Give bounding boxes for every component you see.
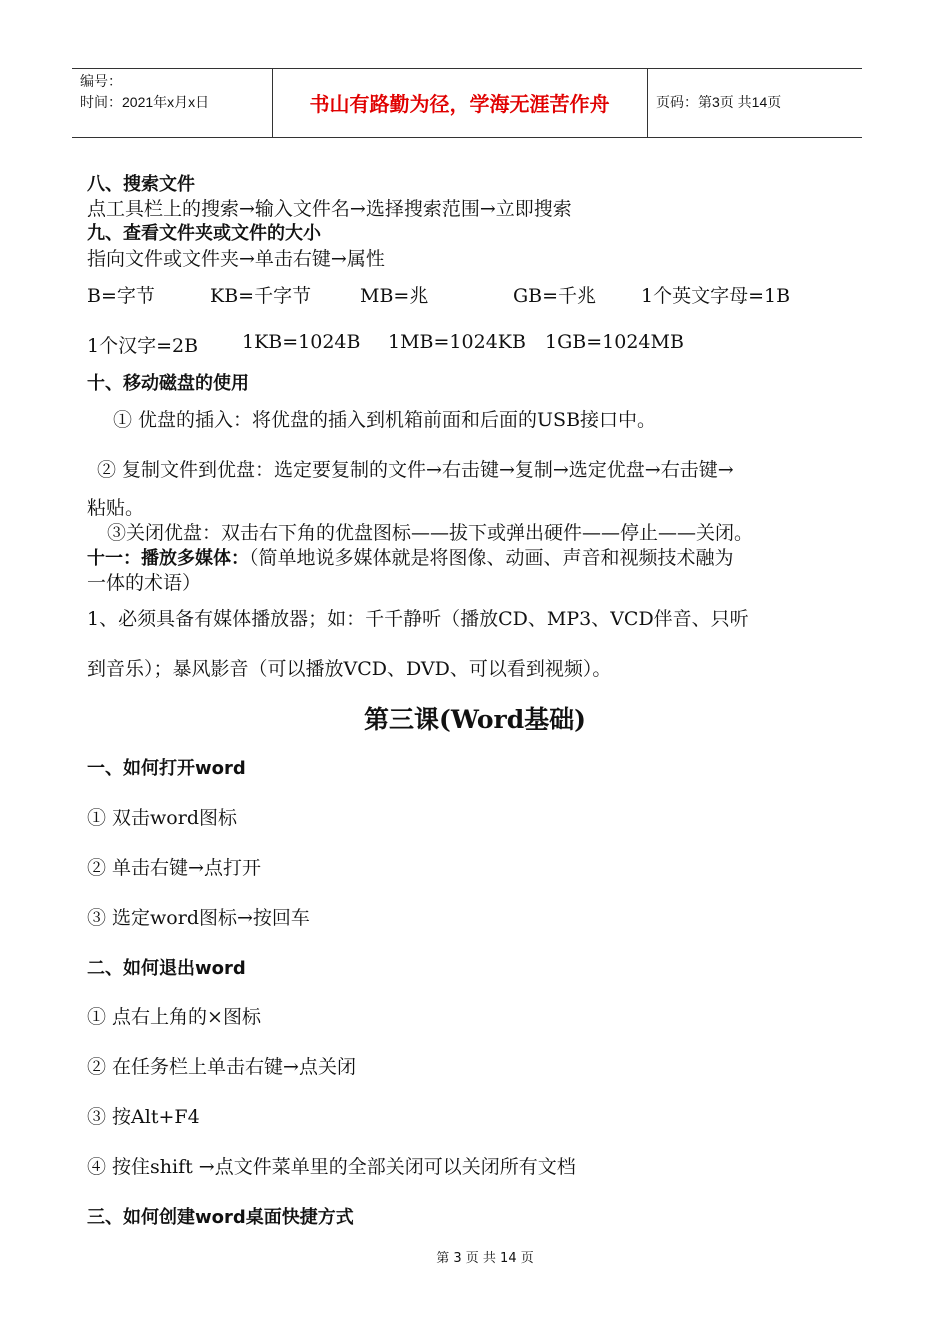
unit-letter: 1个英文字母=1B [641, 285, 791, 307]
section-11-line [87, 543, 734, 570]
q2-item-1: ① 点右上角的×图标 [87, 1006, 261, 1028]
unit-hanzi: 1个汉字=2B [87, 335, 199, 357]
q1-item-1: ① 双击word图标 [87, 807, 237, 829]
section-10-item-2-cont: 粘贴。 [87, 497, 145, 519]
section-10-item-1: ① 优盘的插入：将优盘的插入到机箱前面和后面的USB接口中。 [113, 409, 657, 431]
lesson-title: 第三课(Word基础) [363, 705, 587, 734]
header-divider [647, 69, 648, 137]
section-11-desc: （简单地说多媒体就是将图像、动画、声音和视频技术融为 [249, 547, 734, 569]
unit-mb: MB=兆 [360, 285, 429, 307]
page-header [72, 68, 862, 138]
q1-item-2: ② 单击右键→点打开 [87, 857, 261, 879]
section-9-title: 九、查看文件夹或文件的大小 [87, 223, 321, 244]
section-11-item-1-cont: 到音乐）；暴风影音（可以播放VCD、DVD、可以看到视频）。 [87, 658, 612, 680]
section-9-line: 指向文件或文件夹→单击右键→属性 [87, 248, 385, 270]
date-label: 时间：2021年x月x日 [80, 94, 210, 110]
header-page-label: 页码：第3页 共14页 [656, 94, 782, 110]
q2-title: 二、如何退出word [87, 958, 246, 979]
q2-item-2: ② 在任务栏上单击右键→点关闭 [87, 1056, 356, 1078]
unit-gb: GB=千兆 [513, 285, 597, 307]
q2-item-3: ③ 按Alt+F4 [87, 1106, 200, 1128]
section-11-desc-cont: 一体的术语） [87, 572, 202, 594]
section-10-title: 十、移动磁盘的使用 [87, 373, 249, 394]
unit-gb-mb: 1GB=1024MB [545, 331, 684, 353]
page-footer: 第 3 页 共 14 页 [436, 1251, 534, 1266]
section-11-title: 十一：播放多媒体： [87, 548, 249, 569]
unit-byte: B=字节 [87, 285, 155, 307]
q3-title: 三、如何创建word桌面快捷方式 [87, 1207, 354, 1228]
number-label: 编号： [80, 73, 122, 89]
section-8-line: 点工具栏上的搜索→输入文件名→选择搜索范围→立即搜索 [87, 198, 572, 220]
unit-kb: KB=千字节 [210, 285, 312, 307]
unit-mb-kb: 1MB=1024KB [388, 331, 526, 353]
section-8-title: 八、搜索文件 [87, 174, 195, 195]
unit-kb-bytes: 1KB=1024B [242, 331, 361, 353]
q2-item-4: ④ 按住shift →点文件菜单里的全部关闭可以关闭所有文档 [87, 1156, 576, 1178]
section-10-item-2: ② 复制文件到优盘：选定要复制的文件→右击键→复制→选定优盘→右击键→ [97, 459, 734, 481]
section-11-item-1: 1、必须具备有媒体播放器；如：千千静听（播放CD、MP3、VCD伴音、只听 [87, 608, 749, 630]
header-motto: 书山有路勤为径，学海无涯苦作舟 [309, 92, 610, 116]
section-10-item-3: ③关闭优盘：双击右下角的优盘图标——拔下或弹出硬件——停止——关闭。 [107, 522, 754, 544]
q1-title: 一、如何打开word [87, 758, 246, 779]
q1-item-3: ③ 选定word图标→按回车 [87, 907, 310, 929]
header-meta [80, 71, 270, 113]
